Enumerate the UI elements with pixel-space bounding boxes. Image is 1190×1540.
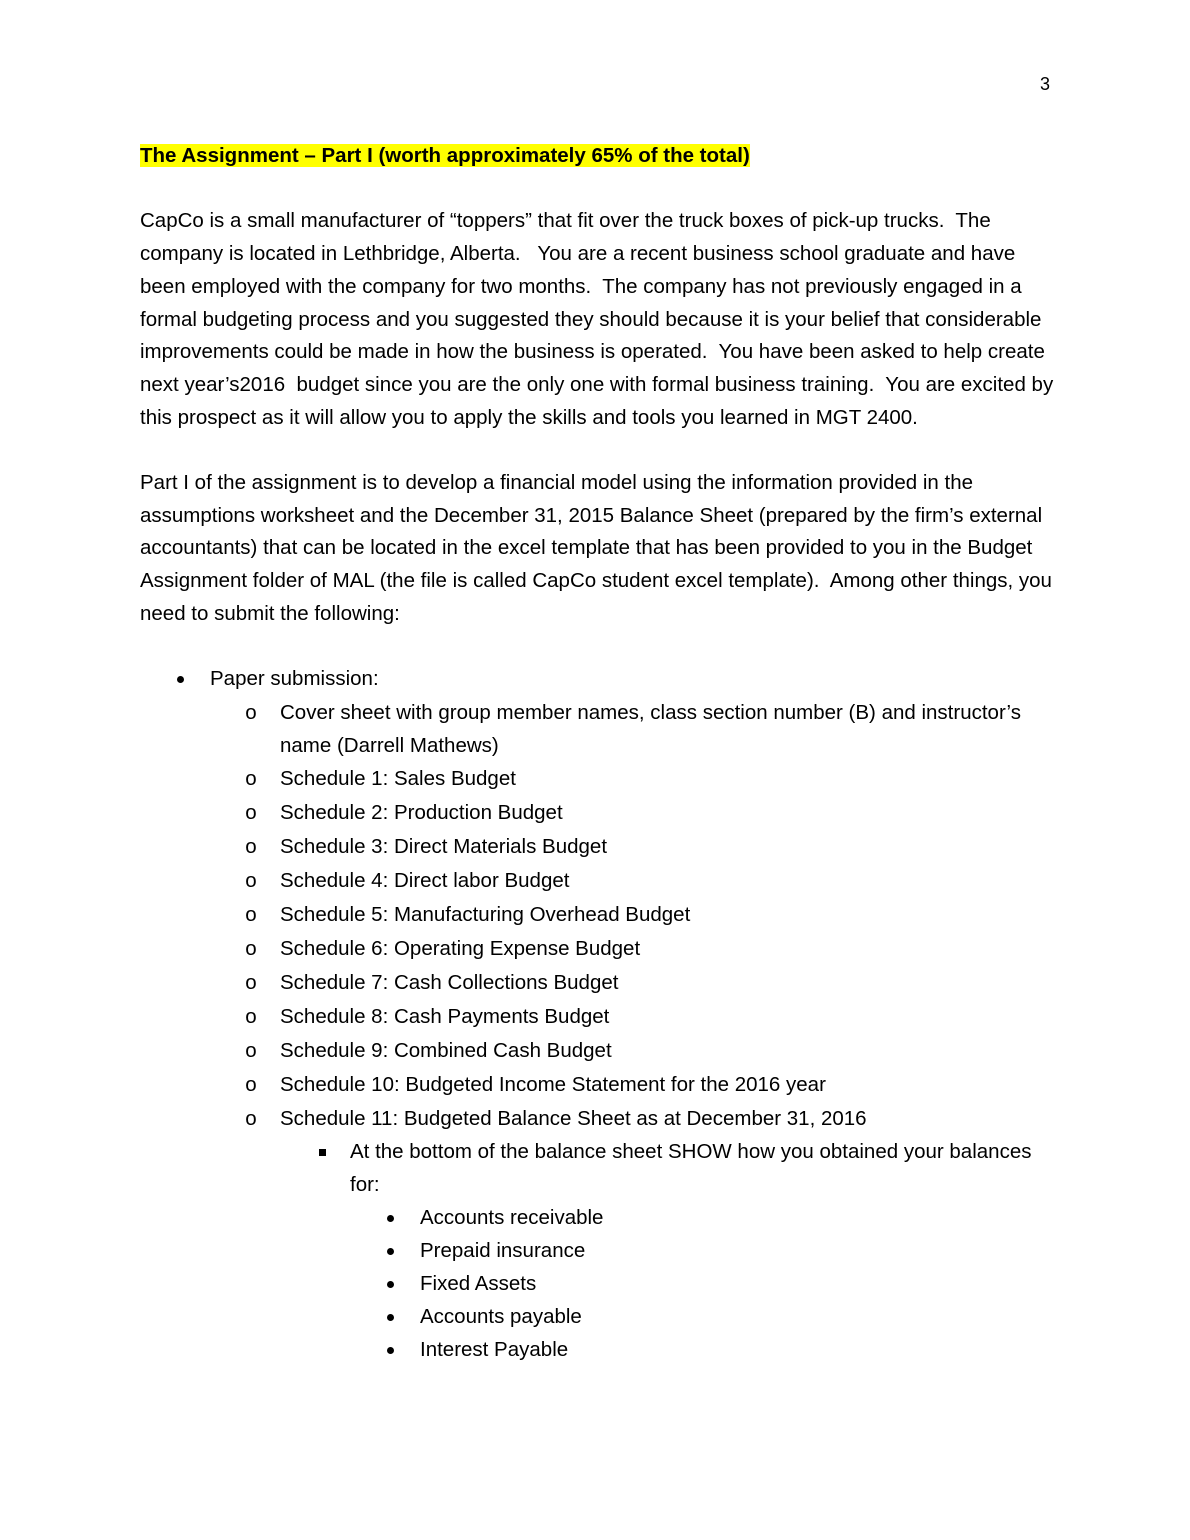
list-item-schedule-2: [140, 796, 1055, 829]
list-item-label: Schedule 5: Manufacturing Overhead Budget: [280, 902, 691, 926]
list-item-schedule-9: [140, 1034, 1055, 1067]
bullet-circle-icon: o: [245, 1038, 257, 1062]
bullet-dot-icon: [383, 1300, 397, 1333]
bullet-circle-icon: o: [245, 1004, 257, 1028]
bullet-dot-icon: [173, 663, 187, 696]
list-item-fixed-assets: [140, 1267, 1055, 1300]
list-item-schedule-7: [140, 966, 1055, 999]
bullet-circle-icon: o: [245, 700, 257, 724]
list-item-cover-sheet: [140, 696, 1055, 762]
list-item-label: Accounts payable: [420, 1304, 582, 1328]
instructions-paragraph: Part I of the assignment is to develop a financial model using the information provided in the assumptions worksheet and the December 31, 2015 Balance Sheet (prepared by the firm’s external accountants) that can be located in the excel template that has been provided to you in the Budget Assignment folder of MAL (the file is called CapCo student excel template). Among other things, you need to submit the following:: [140, 471, 1058, 625]
list-item-schedule-4: [140, 864, 1055, 897]
bullet-circle-icon: o: [245, 766, 257, 790]
balances-list: [140, 1201, 1055, 1366]
list-item-interest-payable: [140, 1333, 1055, 1366]
list-item-label: Schedule 9: Combined Cash Budget: [280, 1038, 612, 1062]
bullet-circle-icon: o: [245, 868, 257, 892]
list-item-schedule-6: [140, 932, 1055, 965]
balance-sheet-sublist: [140, 1135, 1055, 1366]
bullet-dot-icon: [383, 1267, 397, 1300]
list-item-accounts-payable: [140, 1300, 1055, 1333]
list-item-schedule-11: [140, 1102, 1055, 1366]
bullet-dot-icon: [383, 1333, 397, 1366]
bullet-circle-icon: o: [245, 1106, 257, 1130]
bullet-dot-icon: [383, 1234, 397, 1267]
list-item-label: Schedule 4: Direct labor Budget: [280, 868, 570, 892]
bullet-circle-icon: o: [245, 902, 257, 926]
list-item-schedule-5: [140, 898, 1055, 931]
bullet-circle-icon: o: [245, 970, 257, 994]
list-item-label: Paper submission:: [210, 667, 379, 691]
list-item-schedule-3: [140, 830, 1055, 863]
list-item-accounts-receivable: [140, 1201, 1055, 1234]
submission-list: [140, 663, 1055, 1366]
bullet-dot-icon: [383, 1201, 397, 1234]
bullet-square-icon: [315, 1135, 329, 1168]
page-number: 3: [1039, 74, 1050, 94]
bullet-circle-icon: o: [245, 936, 257, 960]
list-item-label: Cover sheet with group member names, class section number (B) and instructor’s name (Darrell Mathews): [280, 700, 1021, 757]
list-item-schedule-10: [140, 1068, 1055, 1101]
list-item-label: Schedule 10: Budgeted Income Statement for the 2016 year: [280, 1072, 826, 1096]
schedule-list: [140, 696, 1055, 1366]
list-item-label: Schedule 1: Sales Budget: [280, 766, 516, 790]
intro-paragraph: CapCo is a small manufacturer of “toppers” that fit over the truck boxes of pick-up trucks. The company is located in Lethbridge, Alberta. You are a recent business school graduate and have been employed with the company for two months. The company has not previously engaged in a formal budgeting process and you suggested they should because it is your belief that considerable improvements could be made in how the business is operated. You have been asked to help create next year’s2016 budget since you are the only one with formal business training. You are excited by this prospect as it will allow you to apply the skills and tools you learned in MGT 2400.: [140, 209, 1059, 429]
bullet-circle-icon: o: [245, 834, 257, 858]
bullet-circle-icon: o: [245, 800, 257, 824]
list-item-label: Schedule 11: Budgeted Balance Sheet as at December 31, 2016: [280, 1106, 867, 1130]
list-item-show-balances: [140, 1135, 1055, 1366]
list-item-label: Schedule 2: Production Budget: [280, 800, 563, 824]
list-item-label: Fixed Assets: [420, 1271, 537, 1295]
list-item-paper-submission: [140, 663, 1055, 1366]
list-item-label: Schedule 3: Direct Materials Budget: [280, 834, 608, 858]
list-item-schedule-8: [140, 1000, 1055, 1033]
highlighted-heading-text: The Assignment – Part I (worth approximately 65% of the total): [140, 144, 750, 167]
list-item-schedule-1: [140, 762, 1055, 795]
list-item-label: Schedule 7: Cash Collections Budget: [280, 970, 619, 994]
list-item-label: Interest Payable: [420, 1337, 569, 1361]
section-heading: [140, 140, 1055, 173]
list-item-label: At the bottom of the balance sheet SHOW how you obtained your balances for:: [350, 1139, 1032, 1196]
list-item-prepaid-insurance: [140, 1234, 1055, 1267]
list-item-label: Accounts receivable: [420, 1205, 604, 1229]
list-item-label: Schedule 6: Operating Expense Budget: [280, 936, 641, 960]
list-item-label: Prepaid insurance: [420, 1238, 586, 1262]
list-item-label: Schedule 8: Cash Payments Budget: [280, 1004, 610, 1028]
bullet-circle-icon: o: [245, 1072, 257, 1096]
document-body: [140, 140, 1059, 1366]
